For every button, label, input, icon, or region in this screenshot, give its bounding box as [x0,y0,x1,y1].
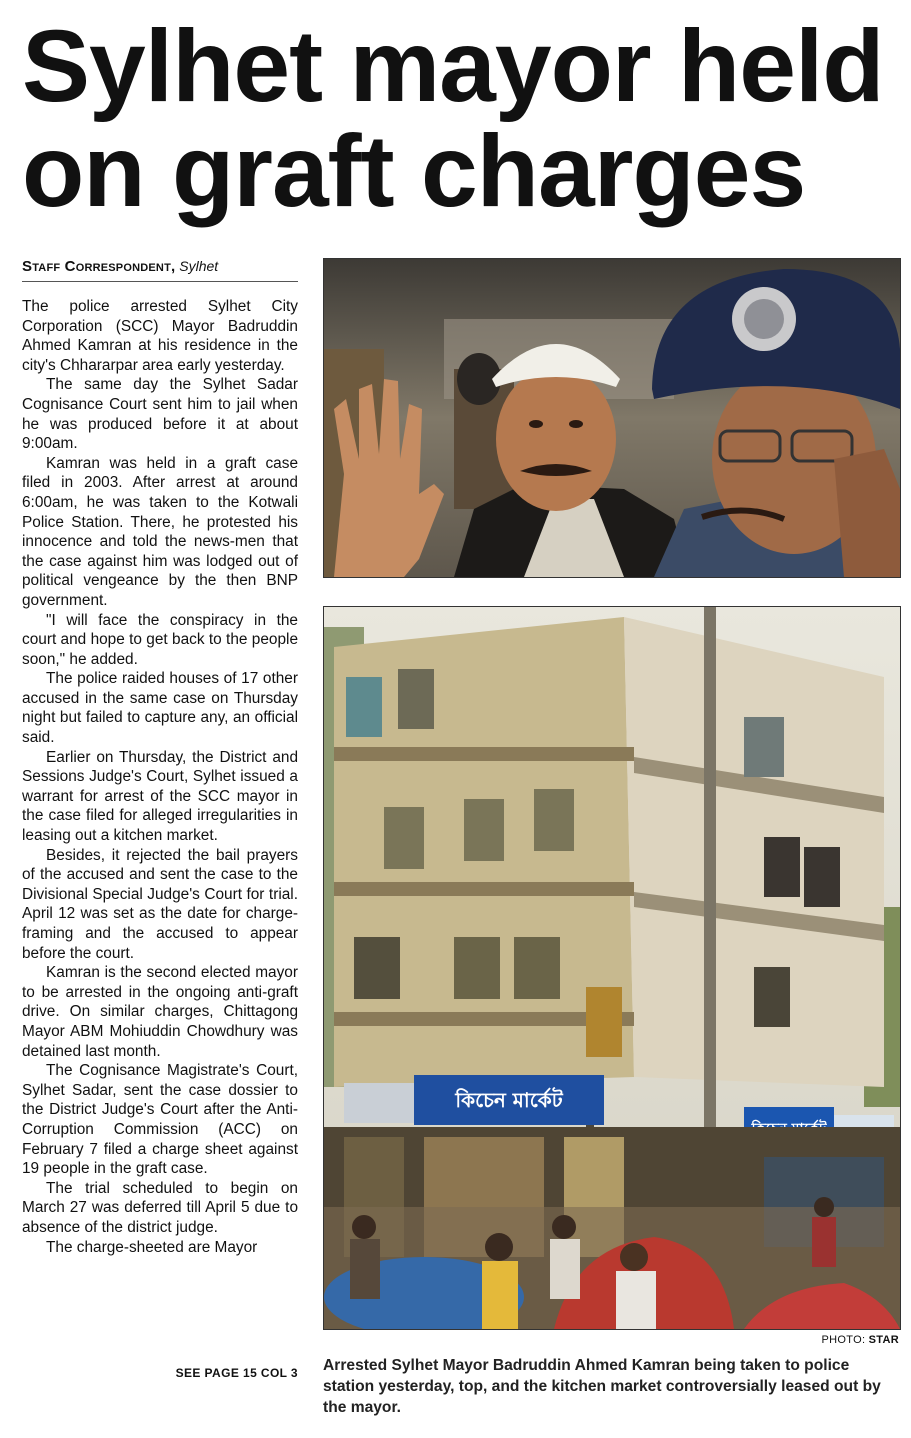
photo-credit [323,1334,899,1346]
paragraph-3: Kamran was held in a graft case filed in 2003. After arrest at around 6:00am, he was taken to the Kotwali Police Station. There, he protested his innocence and told the news-men that the case against him was lodged out of political vengeance by the then BNP government. [22,454,298,609]
paragraph-7: Besides, it rejected the bail prayers of the accused and sent the case to the Divisional Special Judge's Court for trial. April 12 was set as the date for charge-framing and the accused to appear before the court. [22,846,298,962]
article-body [22,297,298,1257]
kitchen-market-photo [323,606,901,1330]
main-sign-text: কিচেন মার্কেট [455,1088,563,1112]
byline-location: Sylhet [179,258,219,274]
paragraph-8: Kamran is the second elected mayor to be arrested in the ongoing anti-graft drive. On similar charges, Chittagong Mayor ABM Mohiuddin Chowdhury was detained last month. [22,964,298,1060]
paragraph-4: "I will face the conspiracy in the court and hope to get back to the people soon," he added. [22,611,298,668]
byline-correspondent: Staff Correspondent, [22,258,176,275]
paragraph-6: Earlier on Thursday, the District and Sessions Judge's Court, Sylhet issued a warrant for arrest of the SCC mayor in the case filed for alleged irregularities in leasing out a kitchen market. [22,748,298,845]
paragraph-2: The same day the Sylhet Sadar Cognisance Court sent him to jail when he was produced before it at about 9:00am. [22,376,298,453]
photo-caption: Arrested Sylhet Mayor Badruddin Ahmed Kamran being taken to police station yesterday, top, and the kitchen market controversially leased out by the mayor. [323,1357,881,1416]
jump-line: SEE PAGE 15 COL 3 [175,1366,298,1380]
paragraph-5: The police raided houses of 17 other accused in the same case on Thursday night but failed to capture any, an official said. [22,670,298,747]
paragraph-10: The trial scheduled to begin on March 27 was deferred till April 5 due to absence of the district judge. [22,1179,298,1236]
photo-credit-source: STAR [868,1334,899,1346]
photo-credit-label: PHOTO: [821,1334,866,1346]
paragraph-1: The police arrested Sylhet City Corporation (SCC) Mayor Badruddin Ahmed Kamran at his residence in the city's Chhararpar area early yesterday. [22,298,298,374]
headline: Sylhet mayor held on graft charges [22,9,884,228]
paragraph-9: The Cognisance Magistrate's Court, Sylhet Sadar, sent the case dossier to the District Judge's Court after the Anti-Corruption Commission (ACC) on February 7 filed a charge sheet against 19 people in the graft case. [22,1062,298,1178]
mayor-arrest-photo [323,258,901,578]
byline [22,258,298,282]
paragraph-11: The charge-sheeted are Mayor [46,1238,258,1256]
